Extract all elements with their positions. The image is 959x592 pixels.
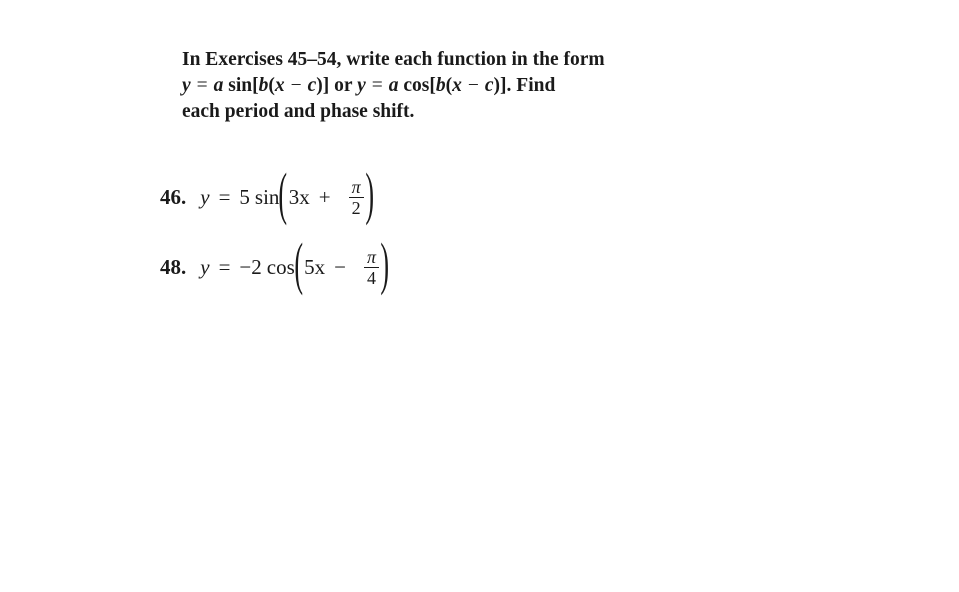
form2-open-paren: ( xyxy=(445,75,453,96)
fraction xyxy=(349,177,364,218)
instructions-line-1: In Exercises 45–54, write each function in the form xyxy=(182,49,605,70)
form2-close: )]. Find xyxy=(493,75,556,96)
equation-y: y xyxy=(200,184,210,209)
equation-equals: = xyxy=(218,254,231,279)
exercise-48 xyxy=(160,231,389,296)
or-text: or xyxy=(329,75,358,96)
equation-argument xyxy=(289,177,364,218)
instructions-block xyxy=(182,47,742,125)
exercise-46 xyxy=(160,161,374,226)
exercise-number: 46. xyxy=(160,184,187,209)
exercise-number: 48. xyxy=(160,254,187,279)
fraction-numerator: π xyxy=(351,176,361,197)
equation-y: y xyxy=(200,254,210,279)
form1-close: )] xyxy=(316,75,330,96)
form2-x: x xyxy=(452,75,462,96)
form2-y: y xyxy=(357,75,366,96)
form1-x: x xyxy=(274,75,285,96)
form2-minus: − xyxy=(467,75,479,96)
form1-c: c xyxy=(307,75,317,96)
form2-b: b xyxy=(435,75,446,96)
equation-function: cos xyxy=(266,254,295,279)
instructions-line-3: each period and phase shift. xyxy=(182,101,415,122)
equation-coefficient: −2 xyxy=(239,254,262,279)
form1-b: b xyxy=(258,75,269,96)
equation-argument xyxy=(304,247,379,288)
left-paren-glyph: ( xyxy=(278,161,288,226)
form1-a: a xyxy=(213,75,224,96)
fraction xyxy=(364,247,379,288)
right-paren-glyph: ) xyxy=(364,161,374,226)
form2-equals: = xyxy=(371,75,383,96)
form2-c: c xyxy=(484,75,494,96)
form2-cos: cos[ xyxy=(398,75,436,96)
form1-y: y xyxy=(182,75,191,96)
equation-operator: − xyxy=(334,254,346,279)
fraction-denominator: 4 xyxy=(366,267,376,288)
right-paren-glyph: ) xyxy=(380,231,389,296)
form1-equals: = xyxy=(196,75,208,96)
left-paren-glyph: ( xyxy=(294,231,303,296)
form1-sin: sin[ xyxy=(223,75,259,96)
fraction-denominator: 2 xyxy=(351,197,361,218)
equation-operator: + xyxy=(318,184,331,209)
equation-equals: = xyxy=(218,184,231,209)
equation-inner-term: 3x xyxy=(288,184,310,209)
equation-function: sin xyxy=(254,184,280,209)
instructions-line-2 xyxy=(182,73,742,99)
equation-inner-term: 5x xyxy=(304,254,326,279)
form2-a: a xyxy=(388,75,399,96)
equation-coefficient: 5 xyxy=(239,184,250,209)
form1-open-paren: ( xyxy=(268,75,275,96)
fraction-numerator: π xyxy=(366,246,376,267)
form1-minus: − xyxy=(290,75,302,96)
